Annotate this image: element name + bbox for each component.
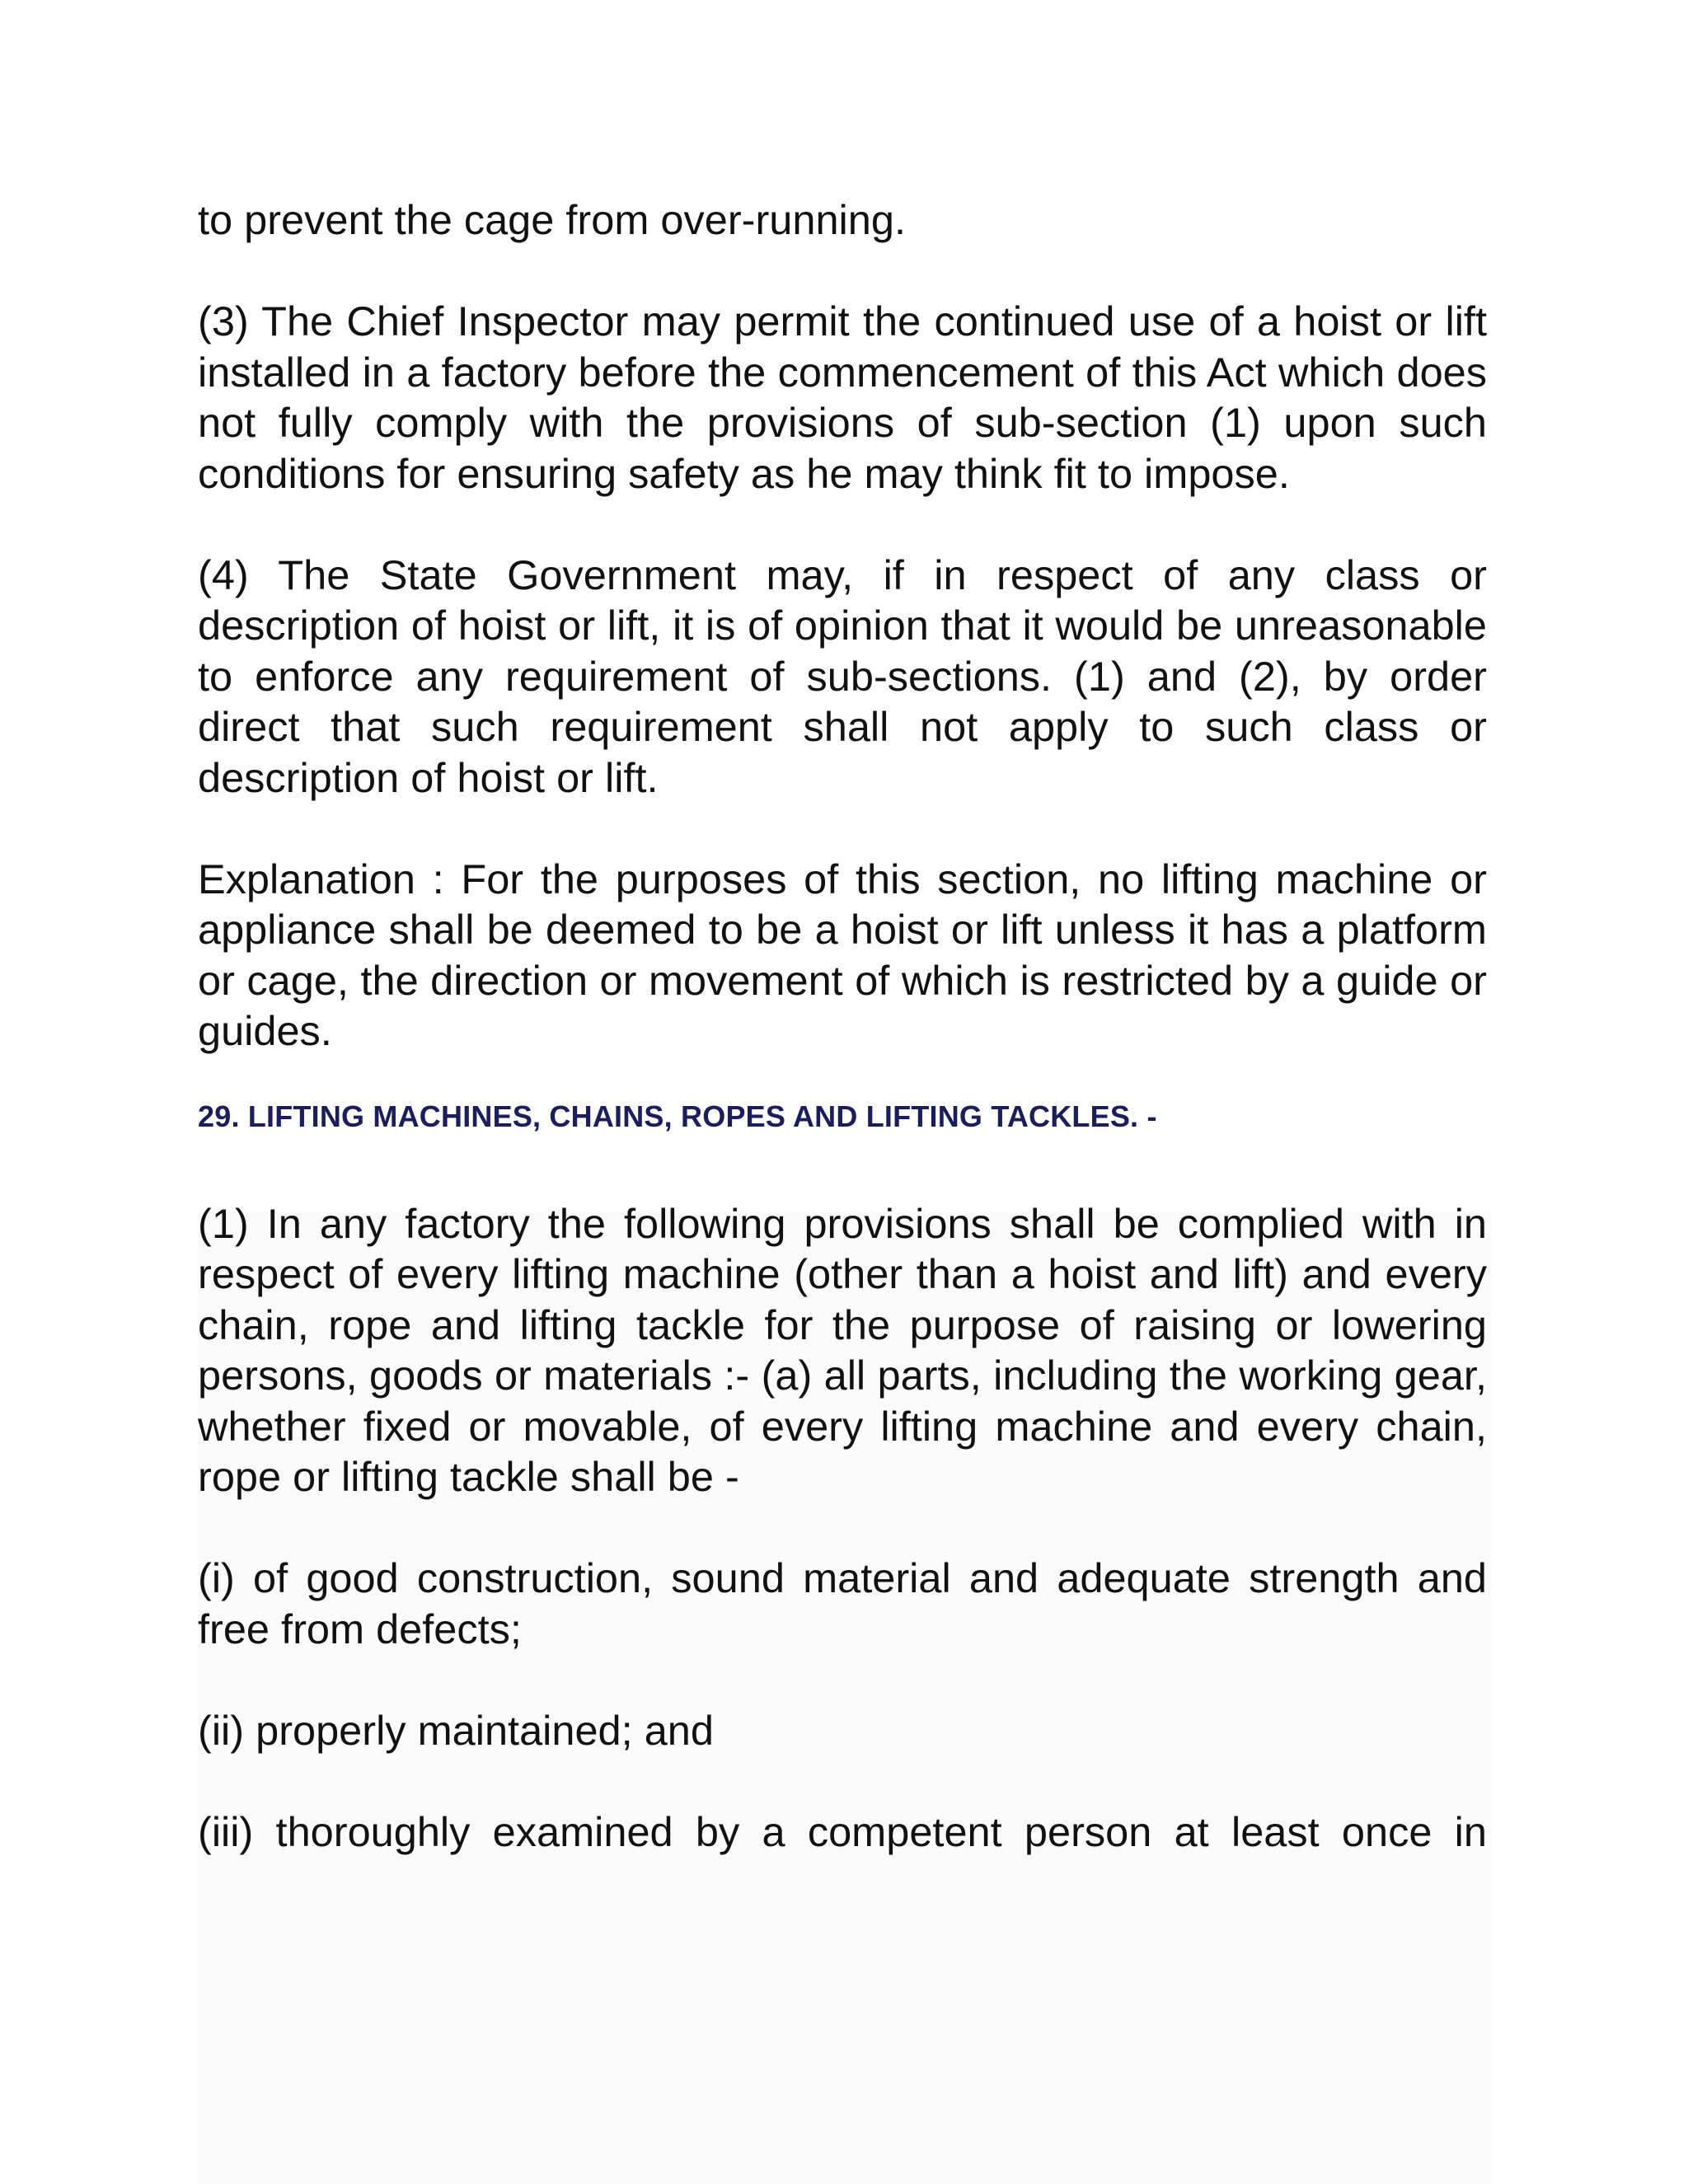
paragraph-item-ii: (ii) properly maintained; and [198, 1706, 714, 1754]
paragraph-subsection-4: (4) The State Government may, if in respect of any class or description of hoist or lift, it is of opinion that it would be unreasonable to enforce any requirement of sub-sections. (1) and (2), by order direct that such requirement shall not apply to such class or description of hoist or lift. [198, 551, 1487, 801]
document-page [198, 194, 1487, 1857]
paragraph-item-i: (i) of good construction, sound material and adequate strength and free from defects; [198, 1554, 1487, 1652]
paragraph-subsection-3: (3) The Chief Inspector may permit the continued use of a hoist or lift installed in a factory before the commencement of this Act which does not fully comply with the provisions of sub-section (1) upon such conditions for ensuring safety as he may think fit to impose. [198, 298, 1487, 497]
paragraph-cage-over-running: to prevent the cage from over-running. [198, 196, 906, 243]
section-29-heading: 29. LIFTING MACHINES, CHAINS, ROPES AND LIFTING TACKLES. - [198, 1099, 1157, 1133]
paragraph-item-iii: (iii) thoroughly examined by a competent person at least once in [198, 1807, 1487, 1855]
paragraph-29-subsection-1: (1) In any factory the following provisions shall be complied with in respect of every lifting machine (other than a hoist and lift) and every chain, rope and lifting tackle for the purpose of raising or lowering persons, goods or materials :- (a) all parts, including the working gear, whether fixed or movable, of every lifting machine and every chain, rope or lifting tackle shall be - [198, 1199, 1487, 1500]
paragraph-explanation: Explanation : For the purposes of this section, no lifting machine or appliance shall be deemed to be a hoist or lift unless it has a platform or cage, the direction or movement of which is restricted by a guide or guides. [198, 855, 1487, 1054]
